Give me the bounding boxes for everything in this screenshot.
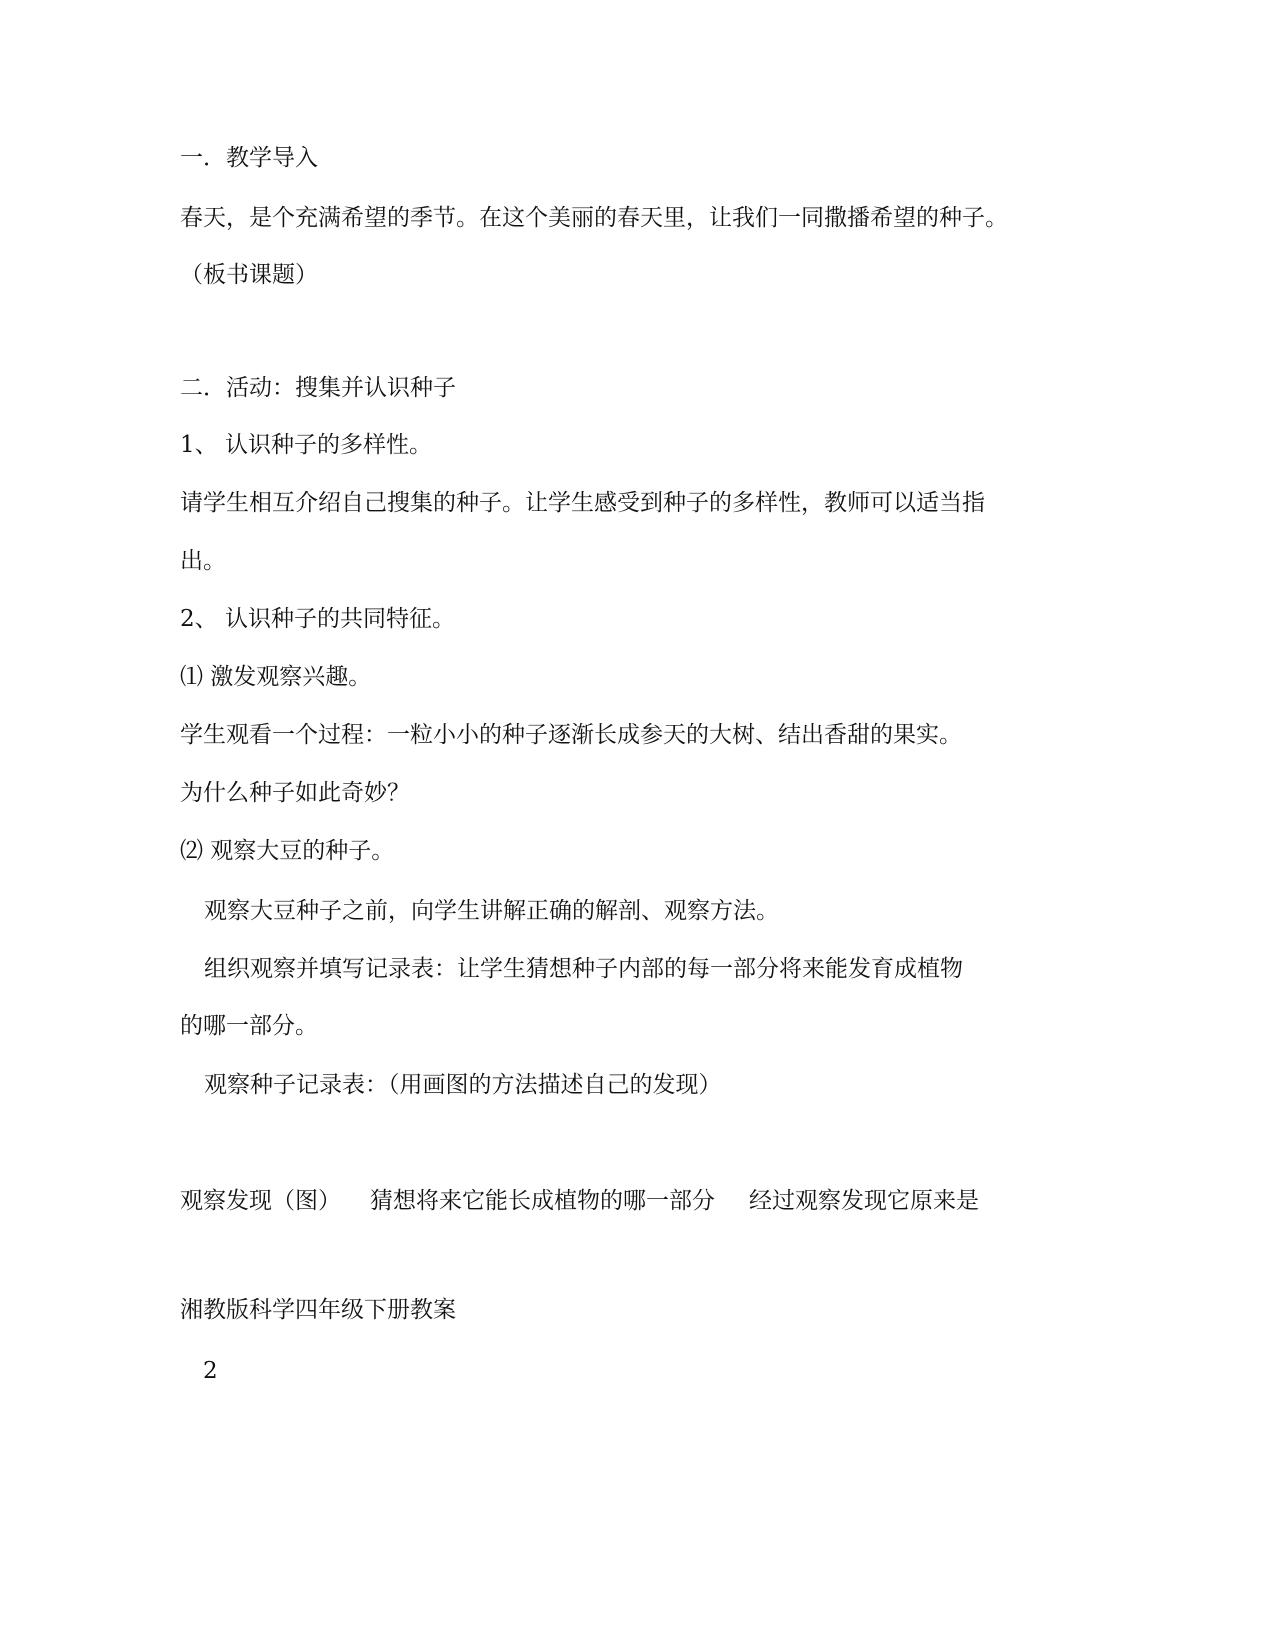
record-table-caption: 观察种子记录表：（用画图的方法描述自己的发现） [204, 1072, 722, 1098]
intro-paragraph: 春天，是个充满希望的季节。在这个美丽的春天里，让我们一同撒播希望的种子。 [180, 205, 1008, 231]
record-table-header-guess: 猜想将来它能长成植物的哪一部分 [370, 1188, 715, 1214]
subitem-1-question: 为什么种子如此奇妙？ [180, 780, 410, 806]
subitem-2-text: 观察大豆种子之前，向学生讲解正确的解剖、观察方法。 [204, 898, 779, 924]
item-1-text: 请学生相互介绍自己搜集的种子。让学生感受到种子的多样性，教师可以适当指 [180, 490, 985, 516]
subitem-2-instruction: 组织观察并填写记录表：让学生猜想种子内部的每一部分将来能发育成植物 [204, 956, 963, 982]
subitem-2-title: ⑵ 观察大豆的种子。 [180, 838, 395, 864]
page-number: 2 [203, 1358, 218, 1384]
item-1-label: 1、 认识种子的多样性。 [180, 432, 432, 458]
record-table-header-result: 经过观察发现它原来是 [749, 1188, 979, 1214]
section-heading-intro: 一．教学导入 [180, 145, 318, 171]
record-table-header-observation: 观察发现（图） [180, 1188, 341, 1214]
subitem-1-text: 学生观看一个过程：一粒小小的种子逐渐长成参天的大树、结出香甜的果实。 [180, 722, 962, 748]
footer-title: 湘教版科学四年级下册教案 [180, 1297, 456, 1323]
subitem-2-instruction-continued: 的哪一部分。 [180, 1013, 318, 1039]
item-2-label: 2、 认识种子的共同特征。 [180, 606, 455, 632]
section-heading-activity: 二．活动：搜集并认识种子 [180, 375, 456, 401]
subitem-1-title: ⑴ 激发观察兴趣。 [180, 664, 372, 690]
intro-note: （板书课题） [180, 262, 318, 288]
item-1-text-continued: 出。 [180, 548, 226, 574]
